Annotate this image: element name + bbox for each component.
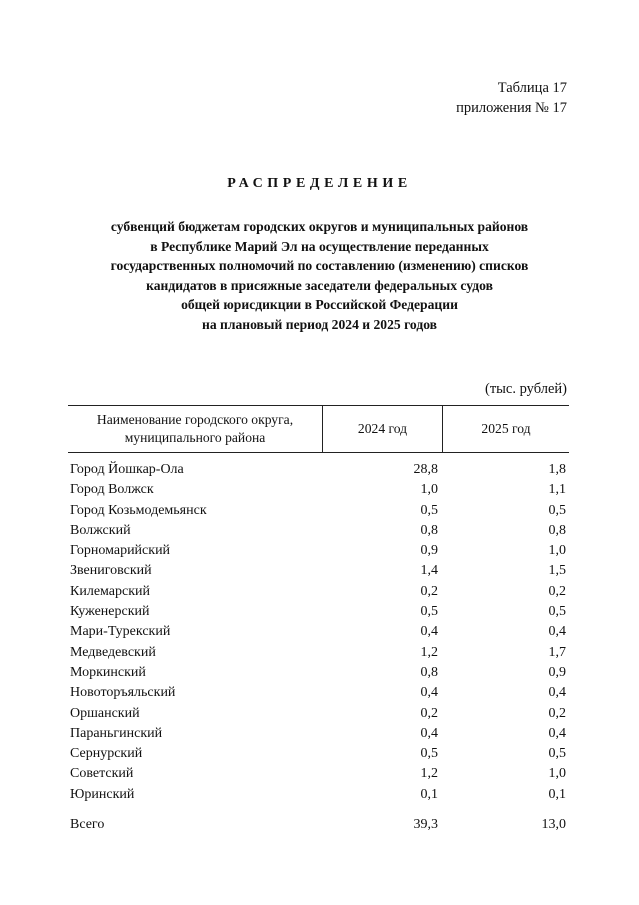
row-name: Город Йошкар-Ола [70,462,184,477]
row-2025-value: 0,2 [548,583,566,599]
row-2025-value: 0,4 [548,624,566,640]
row-name: Город Волжск [70,482,154,498]
table-total-row [68,815,569,835]
document-title: РАСПРЕДЕЛЕНИЕ [227,176,412,191]
total-2025-value: 13,0 [541,817,566,832]
table-row [68,724,569,744]
row-2024-value: 0,2 [420,705,438,721]
row-2024-value: 0,4 [420,725,438,741]
table-row [68,582,569,602]
table-row [68,602,569,622]
subtitle-line: субвенций бюджетам городских округов и муниципальных районов [110,219,529,234]
units-label: (тыс. рублей) [485,381,567,397]
row-2024-value: 0,8 [420,664,438,680]
row-2024-value: 0,4 [420,624,438,640]
row-2024-value: 0,5 [420,604,438,620]
header-year-2025: 2025 год [481,421,531,436]
row-name: Горномарийский [70,543,171,559]
subtitle-line: на плановый период 2024 и 2025 годов [201,316,438,332]
header-name-line: муниципального района [124,430,266,445]
appendix-label: приложения № 17 [456,100,567,116]
table-row [68,764,569,784]
table-row [68,622,569,642]
row-2024-value: 0,1 [420,786,438,802]
row-2025-value: 0,9 [548,664,566,680]
subtitle-line: в Республике Марий Эл на осуществление переданных [150,238,489,254]
row-name: Мари-Турекский [70,624,171,640]
table-number-label: Таблица 17 [497,80,567,96]
row-2025-value: 1,0 [548,766,566,782]
row-name: Звениговский [70,563,152,579]
row-name: Новоторъяльский [70,685,176,701]
table-row [68,663,569,683]
row-2024-value: 0,5 [420,502,438,518]
row-2025-value: 0,5 [548,502,566,518]
row-2025-value: 0,4 [548,725,566,741]
document-subtitle [60,217,579,335]
table-header [68,405,569,453]
row-2024-value: 0,4 [420,685,438,701]
row-name: Моркинский [70,664,146,680]
row-2025-value: 1,1 [548,482,566,498]
table-row [68,561,569,581]
table-row [68,521,569,541]
row-name: Волжский [70,522,131,538]
row-2024-value: 1,2 [420,766,438,782]
row-name: Медведевский [70,644,156,660]
subtitle-line: общей юрисдикции в Российской Федерации [181,297,458,313]
table-row [68,683,569,703]
row-name: Килемарский [70,583,151,599]
row-2024-value: 0,8 [420,522,438,538]
subtitle-line: кандидатов в присяжные заседатели федеральных судов [146,277,493,293]
row-2025-value: 0,1 [548,786,566,802]
row-2024-value: 1,4 [420,563,438,579]
row-name: Куженерский [70,604,150,620]
row-2024-value: 1,2 [420,644,438,660]
total-label: Всего [70,817,105,832]
table-row [68,460,569,480]
row-name: Юринский [70,786,135,802]
row-2025-value: 0,8 [548,522,566,538]
table-row [68,643,569,663]
row-2024-value: 0,2 [420,583,438,599]
row-name: Оршанский [70,705,140,721]
row-name: Советский [70,766,134,782]
row-name: Параньгинский [70,725,163,741]
row-2025-value: 1,0 [548,543,566,559]
row-2025-value: 1,5 [548,563,566,579]
table-row [68,480,569,500]
total-2024-value: 39,3 [413,817,438,832]
row-2024-value: 0,5 [420,746,438,762]
table-row [68,501,569,521]
table-row [68,785,569,805]
row-2025-value: 0,5 [548,604,566,620]
header-name-line: Наименование городского округа, [96,412,294,427]
row-name: Город Козьмодемьянск [70,502,207,518]
table-row [68,541,569,561]
subtitle-line: государственных полномочий по составлению (изменению) списков [110,258,529,274]
row-2025-value: 1,8 [548,462,566,477]
table-row [68,704,569,724]
row-name: Сернурский [70,746,143,762]
header-year-2024: 2024 год [322,406,443,452]
row-2025-value: 1,7 [548,644,566,660]
header-name-column [68,406,322,452]
table-body [68,460,569,805]
row-2025-value: 0,2 [548,705,566,721]
row-2025-value: 0,4 [548,685,566,701]
row-2025-value: 0,5 [548,746,566,762]
row-2024-value: 0,9 [420,543,438,559]
table-row [68,744,569,764]
row-2024-value: 1,0 [420,482,438,498]
row-2024-value: 28,8 [413,462,438,477]
